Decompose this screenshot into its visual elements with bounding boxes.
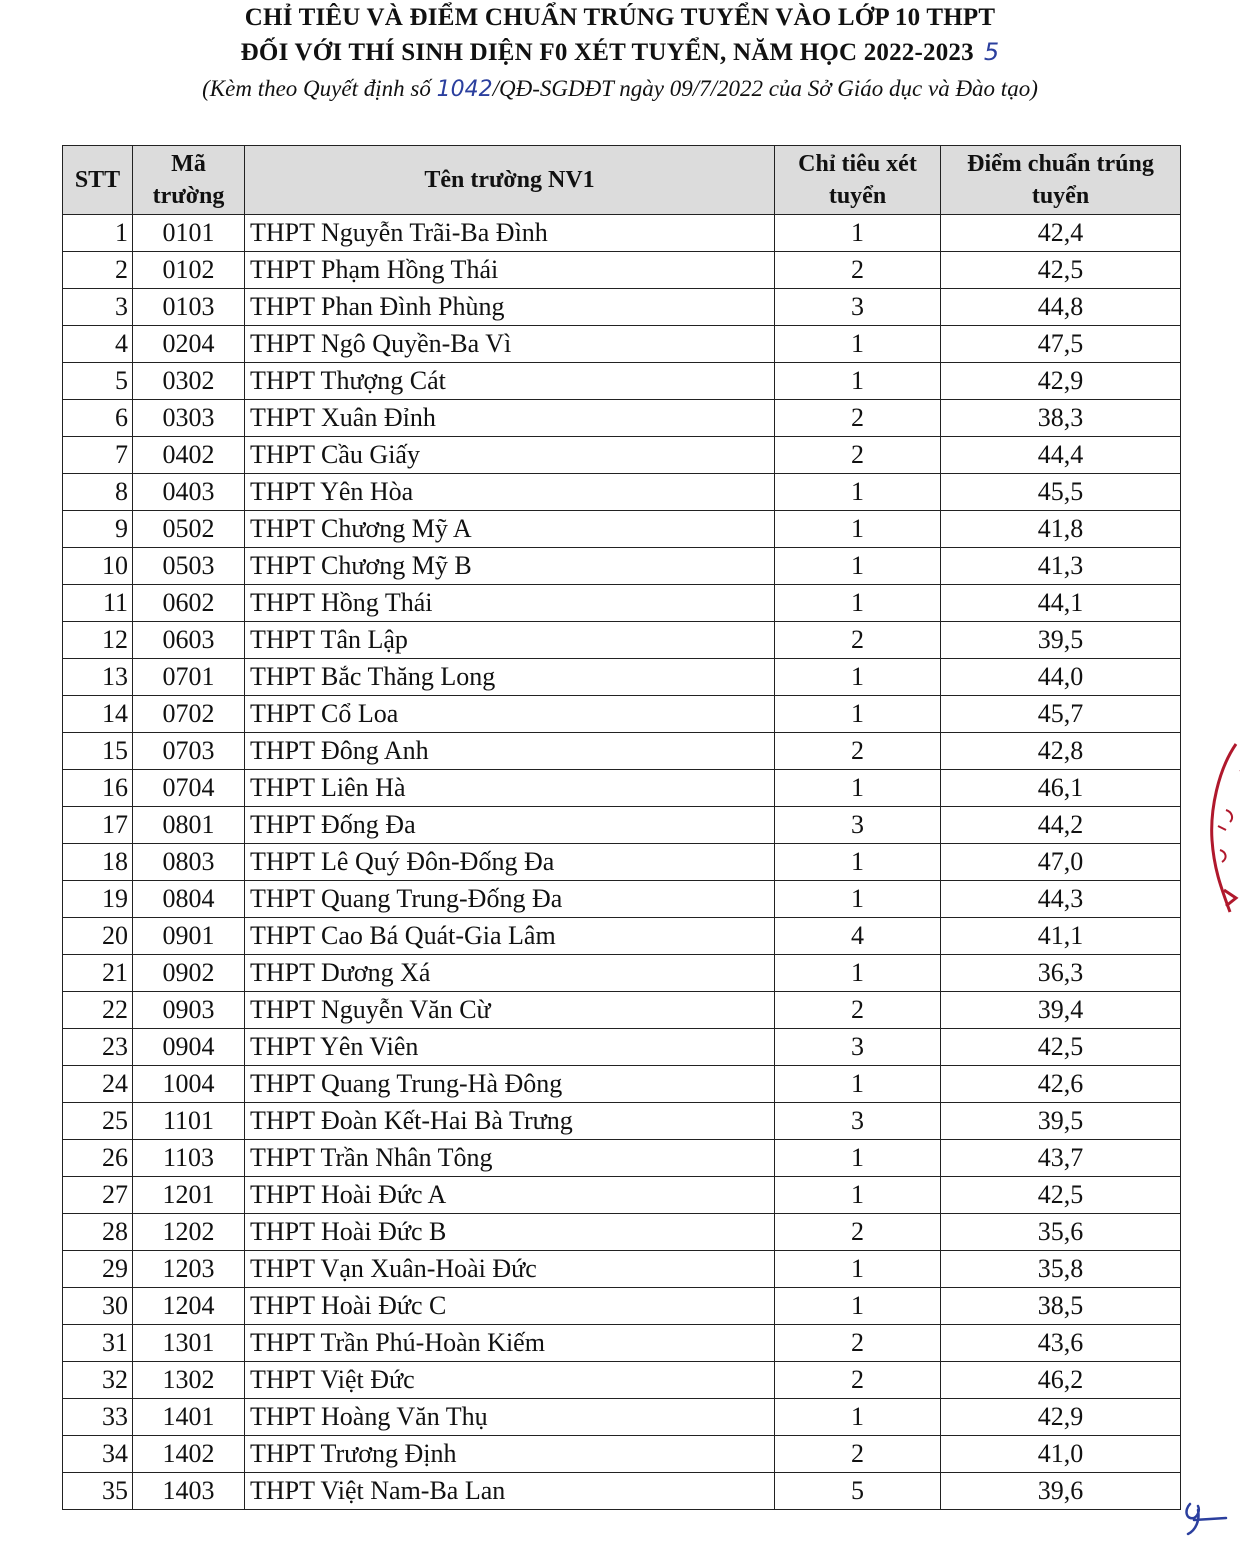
row-school-name: THPT Đông Anh [245,733,775,770]
row-school-name: THPT Phan Đình Phùng [245,289,775,326]
row-school-code: 0102 [133,252,245,289]
title-line2-text: ĐỐI VỚI THÍ SINH DIỆN F0 XÉT TUYỂN, NĂM HỌC 2022-2023 [240,39,974,66]
row-quota: 4 [775,918,941,955]
table-header-row [63,146,1181,215]
row-stt: 9 [63,511,133,548]
row-cutoff-score: 44,8 [941,289,1181,326]
row-stt: 4 [63,326,133,363]
table-row [63,1436,1181,1473]
row-cutoff-score: 39,4 [941,992,1181,1029]
table-row [63,696,1181,733]
row-school-code: 0902 [133,955,245,992]
row-school-code: 0903 [133,992,245,1029]
row-school-name: THPT Nguyễn Văn Cừ [245,992,775,1029]
row-quota: 1 [775,511,941,548]
row-school-name: THPT Cổ Loa [245,696,775,733]
row-cutoff-score: 42,5 [941,252,1181,289]
table-row [63,1029,1181,1066]
row-cutoff-score: 42,9 [941,1399,1181,1436]
row-cutoff-score: 47,0 [941,844,1181,881]
row-cutoff-score: 39,6 [941,1473,1181,1510]
row-stt: 32 [63,1362,133,1399]
row-quota: 1 [775,1140,941,1177]
row-school-name: THPT Trương Định [245,1436,775,1473]
row-school-name: THPT Liên Hà [245,770,775,807]
row-cutoff-score: 44,1 [941,585,1181,622]
row-stt: 2 [63,252,133,289]
row-school-name: THPT Quang Trung-Đống Đa [245,881,775,918]
decision-reference [0,76,1240,102]
row-stt: 27 [63,1177,133,1214]
table-row [63,400,1181,437]
row-cutoff-score: 44,3 [941,881,1181,918]
table-row [63,881,1181,918]
table-row [63,215,1181,252]
row-quota: 1 [775,844,941,881]
row-school-code: 0302 [133,363,245,400]
row-cutoff-score: 42,5 [941,1177,1181,1214]
row-quota: 1 [775,215,941,252]
row-stt: 18 [63,844,133,881]
table-row [63,548,1181,585]
row-cutoff-score: 35,6 [941,1214,1181,1251]
row-stt: 8 [63,474,133,511]
row-school-name: THPT Hoài Đức B [245,1214,775,1251]
row-school-code: 0402 [133,437,245,474]
row-school-code: 1202 [133,1214,245,1251]
row-school-code: 1302 [133,1362,245,1399]
decision-suffix: /QĐ-SGDĐT ngày 09/7/2022 của Sở Giáo dục và Đào tạo) [492,76,1038,101]
row-school-name: THPT Đống Đa [245,807,775,844]
row-school-name: THPT Hồng Thái [245,585,775,622]
row-school-name: THPT Ngô Quyền-Ba Vì [245,326,775,363]
row-stt: 20 [63,918,133,955]
row-stt: 31 [63,1325,133,1362]
row-quota: 3 [775,807,941,844]
row-quota: 1 [775,1288,941,1325]
row-cutoff-score: 44,2 [941,807,1181,844]
table-row [63,1399,1181,1436]
row-school-name: THPT Việt Đức [245,1362,775,1399]
row-cutoff-score: 47,5 [941,326,1181,363]
row-stt: 14 [63,696,133,733]
row-school-name: THPT Hoàng Văn Thụ [245,1399,775,1436]
row-stt: 5 [63,363,133,400]
row-school-name: THPT Bắc Thăng Long [245,659,775,696]
table-row [63,807,1181,844]
table-row [63,844,1181,881]
column-header-stt: STT [63,146,133,215]
row-cutoff-score: 42,9 [941,363,1181,400]
row-quota: 1 [775,1399,941,1436]
row-school-code: 1004 [133,1066,245,1103]
column-header-quota: Chỉ tiêu xét tuyển [775,146,941,215]
row-cutoff-score: 41,8 [941,511,1181,548]
row-stt: 23 [63,1029,133,1066]
row-school-code: 1101 [133,1103,245,1140]
row-school-name: THPT Chương Mỹ A [245,511,775,548]
handwritten-signature-mark [1180,1500,1232,1540]
row-school-name: THPT Chương Mỹ B [245,548,775,585]
column-header-school-code: Mã trường [133,146,245,215]
row-school-code: 0101 [133,215,245,252]
table-row [63,289,1181,326]
row-school-code: 0704 [133,770,245,807]
row-stt: 24 [63,1066,133,1103]
row-school-name: THPT Cao Bá Quát-Gia Lâm [245,918,775,955]
row-school-name: THPT Xuân Đỉnh [245,400,775,437]
row-quota: 2 [775,992,941,1029]
row-stt: 30 [63,1288,133,1325]
table-row [63,733,1181,770]
row-quota: 2 [775,252,941,289]
row-school-name: THPT Việt Nam-Ba Lan [245,1473,775,1510]
row-quota: 2 [775,400,941,437]
row-school-code: 0602 [133,585,245,622]
document-title-line1: CHỈ TIÊU VÀ ĐIỂM CHUẨN TRÚNG TUYỂN VÀO LỚP 10 THPT [244,4,996,31]
table-row [63,326,1181,363]
row-cutoff-score: 41,1 [941,918,1181,955]
row-cutoff-score: 39,5 [941,1103,1181,1140]
table-row [63,252,1181,289]
row-school-name: THPT Quang Trung-Hà Đông [245,1066,775,1103]
row-quota: 1 [775,1251,941,1288]
row-quota: 3 [775,289,941,326]
row-cutoff-score: 42,4 [941,215,1181,252]
row-stt: 33 [63,1399,133,1436]
table-row [63,918,1181,955]
row-school-name: THPT Trần Phú-Hoàn Kiếm [245,1325,775,1362]
row-cutoff-score: 43,6 [941,1325,1181,1362]
row-school-code: 0103 [133,289,245,326]
row-school-code: 0801 [133,807,245,844]
table-row [63,992,1181,1029]
row-quota: 2 [775,1436,941,1473]
handwritten-page-number: 5 [983,38,1000,66]
row-school-code: 0901 [133,918,245,955]
row-school-code: 0904 [133,1029,245,1066]
row-school-name: THPT Trần Nhân Tông [245,1140,775,1177]
row-stt: 25 [63,1103,133,1140]
table-row [63,1251,1181,1288]
column-header-cutoff-score: Điểm chuẩn trúng tuyển [941,146,1181,215]
row-school-code: 1204 [133,1288,245,1325]
row-school-name: THPT Đoàn Kết-Hai Bà Trưng [245,1103,775,1140]
table-row [63,770,1181,807]
document-title-line2 [0,38,1240,67]
row-quota: 3 [775,1103,941,1140]
row-school-code: 1403 [133,1473,245,1510]
row-stt: 26 [63,1140,133,1177]
row-stt: 34 [63,1436,133,1473]
row-cutoff-score: 46,2 [941,1362,1181,1399]
row-school-code: 0603 [133,622,245,659]
row-stt: 1 [63,215,133,252]
row-stt: 21 [63,955,133,992]
row-quota: 1 [775,326,941,363]
table-row [63,1214,1181,1251]
table-row [63,1473,1181,1510]
row-stt: 19 [63,881,133,918]
row-school-name: THPT Hoài Đức C [245,1288,775,1325]
table-row [63,1362,1181,1399]
row-quota: 1 [775,363,941,400]
table-row [63,955,1181,992]
row-quota: 2 [775,733,941,770]
table-row [63,363,1181,400]
row-school-code: 1103 [133,1140,245,1177]
row-quota: 1 [775,881,941,918]
table-body [63,215,1181,1510]
row-school-name: THPT Nguyễn Trãi-Ba Đình [245,215,775,252]
row-stt: 12 [63,622,133,659]
row-school-code: 0303 [133,400,245,437]
table-row [63,437,1181,474]
red-seal-stamp [1196,740,1240,920]
row-cutoff-score: 46,1 [941,770,1181,807]
row-school-code: 1402 [133,1436,245,1473]
row-stt: 7 [63,437,133,474]
admission-table [62,145,1181,1510]
row-cutoff-score: 44,4 [941,437,1181,474]
table-row [63,585,1181,622]
table-row [63,1325,1181,1362]
column-header-school-name: Tên trường NV1 [245,146,775,215]
row-school-name: THPT Tân Lập [245,622,775,659]
table-row [63,1288,1181,1325]
row-stt: 22 [63,992,133,1029]
row-stt: 29 [63,1251,133,1288]
row-cutoff-score: 39,5 [941,622,1181,659]
decision-prefix: (Kèm theo Quyết định số [202,76,437,101]
row-stt: 11 [63,585,133,622]
row-quota: 3 [775,1029,941,1066]
row-school-code: 1203 [133,1251,245,1288]
row-school-name: THPT Yên Viên [245,1029,775,1066]
row-quota: 1 [775,696,941,733]
row-stt: 28 [63,1214,133,1251]
row-stt: 15 [63,733,133,770]
table-row [63,1103,1181,1140]
row-school-name: THPT Phạm Hồng Thái [245,252,775,289]
row-stt: 10 [63,548,133,585]
row-school-name: THPT Hoài Đức A [245,1177,775,1214]
row-cutoff-score: 44,0 [941,659,1181,696]
row-stt: 35 [63,1473,133,1510]
row-cutoff-score: 42,5 [941,1029,1181,1066]
row-quota: 2 [775,437,941,474]
row-cutoff-score: 45,7 [941,696,1181,733]
row-school-name: THPT Yên Hòa [245,474,775,511]
row-cutoff-score: 42,6 [941,1066,1181,1103]
table-row [63,622,1181,659]
row-cutoff-score: 41,0 [941,1436,1181,1473]
row-school-name: THPT Cầu Giấy [245,437,775,474]
row-cutoff-score: 38,3 [941,400,1181,437]
row-school-code: 0703 [133,733,245,770]
row-school-code: 1201 [133,1177,245,1214]
row-quota: 1 [775,585,941,622]
row-quota: 2 [775,1325,941,1362]
row-school-name: THPT Dương Xá [245,955,775,992]
row-quota: 1 [775,659,941,696]
row-school-code: 1301 [133,1325,245,1362]
table-row [63,1140,1181,1177]
row-cutoff-score: 45,5 [941,474,1181,511]
row-school-code: 0204 [133,326,245,363]
row-stt: 16 [63,770,133,807]
row-quota: 1 [775,1177,941,1214]
table-row [63,659,1181,696]
row-quota: 2 [775,1362,941,1399]
row-school-code: 0702 [133,696,245,733]
row-stt: 6 [63,400,133,437]
row-school-code: 0803 [133,844,245,881]
table-row [63,1066,1181,1103]
row-school-code: 0502 [133,511,245,548]
row-quota: 1 [775,955,941,992]
row-school-name: THPT Lê Quý Đôn-Đống Đa [245,844,775,881]
row-school-code: 1401 [133,1399,245,1436]
handwritten-decision-number: 1042 [436,77,493,102]
row-school-code: 0701 [133,659,245,696]
row-cutoff-score: 41,3 [941,548,1181,585]
table-row [63,474,1181,511]
row-quota: 5 [775,1473,941,1510]
row-quota: 2 [775,1214,941,1251]
table-row [63,1177,1181,1214]
row-school-name: THPT Vạn Xuân-Hoài Đức [245,1251,775,1288]
row-cutoff-score: 43,7 [941,1140,1181,1177]
row-cutoff-score: 35,8 [941,1251,1181,1288]
row-school-code: 0503 [133,548,245,585]
row-cutoff-score: 42,8 [941,733,1181,770]
row-cutoff-score: 38,5 [941,1288,1181,1325]
row-school-code: 0403 [133,474,245,511]
row-cutoff-score: 36,3 [941,955,1181,992]
row-stt: 17 [63,807,133,844]
row-school-code: 0804 [133,881,245,918]
row-stt: 13 [63,659,133,696]
row-quota: 1 [775,474,941,511]
row-school-name: THPT Thượng Cát [245,363,775,400]
row-quota: 1 [775,770,941,807]
row-stt: 3 [63,289,133,326]
row-quota: 1 [775,1066,941,1103]
row-quota: 2 [775,622,941,659]
table-row [63,511,1181,548]
row-quota: 1 [775,548,941,585]
